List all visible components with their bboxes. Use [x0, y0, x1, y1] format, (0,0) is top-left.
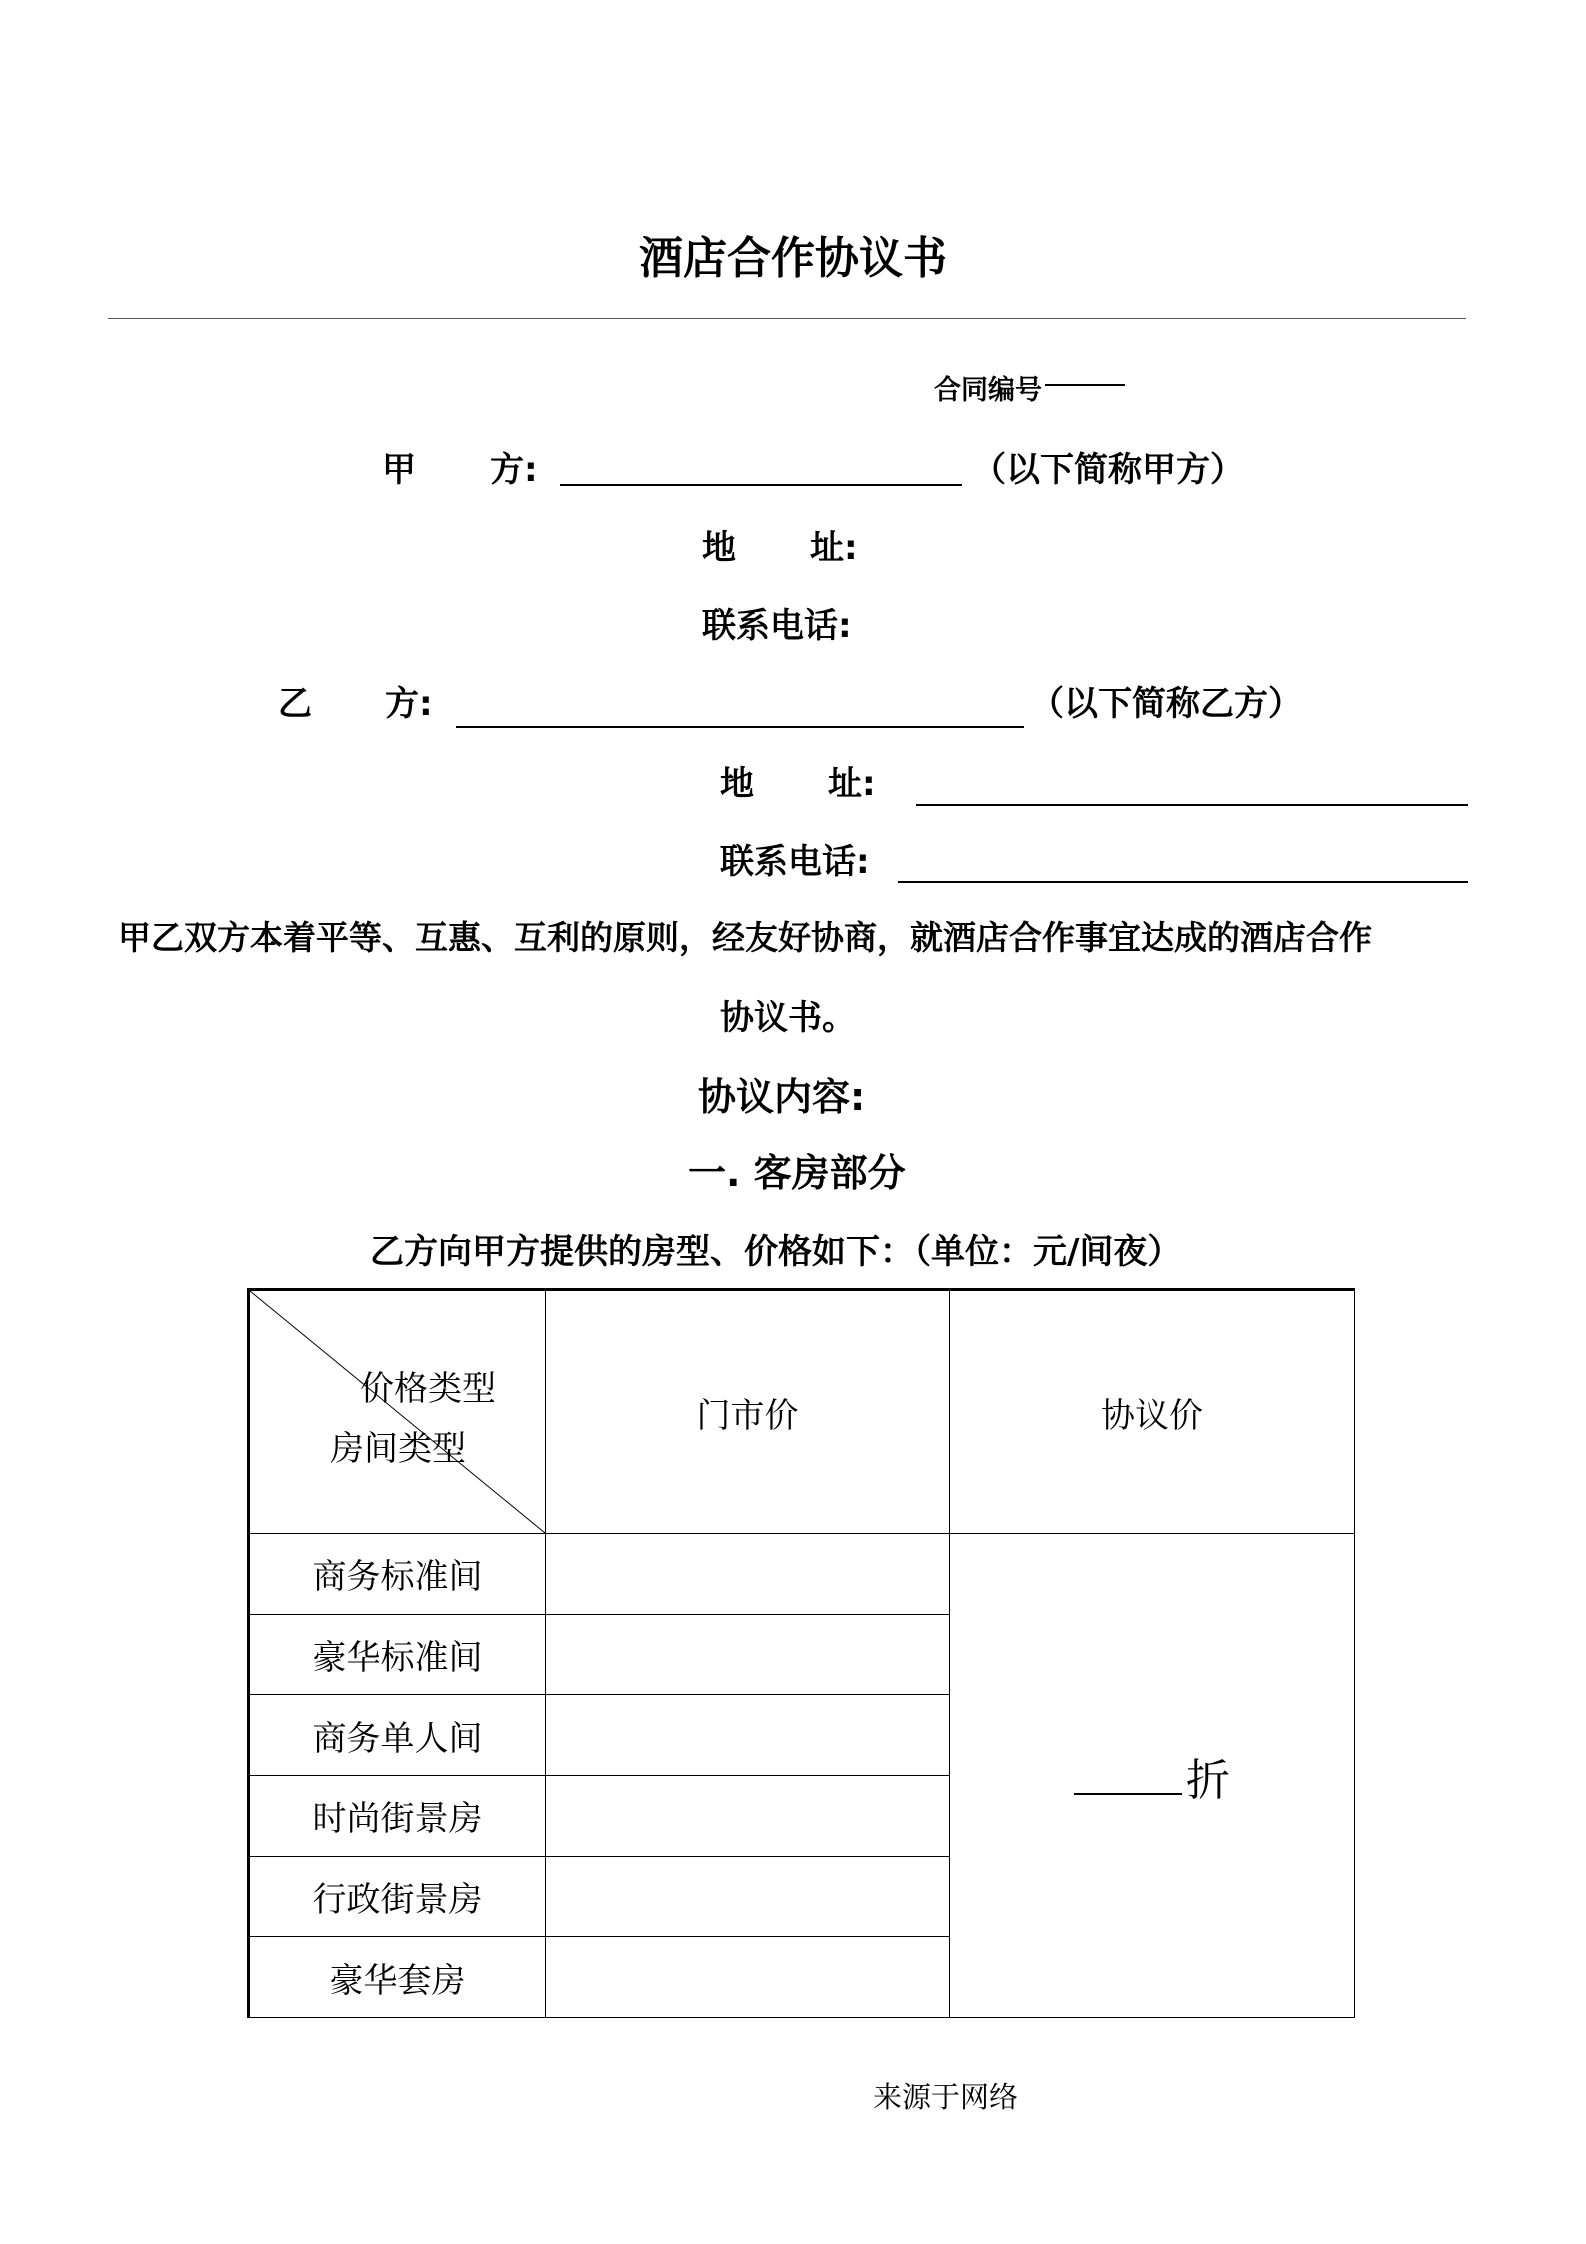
room-type-cell: 时尚街景房	[249, 1775, 546, 1856]
party-a-label-1: 甲	[382, 450, 416, 490]
title-divider	[108, 318, 1466, 319]
party-a-blank	[560, 484, 962, 486]
party-a-address-label-2: 址:	[810, 528, 858, 568]
rack-rate-cell	[546, 1534, 950, 1615]
room-type-cell: 商务单人间	[249, 1695, 546, 1776]
table-header-row	[249, 1290, 1355, 1534]
party-a-phone-label: 联系电话:	[702, 606, 852, 646]
intro-paragraph-line-2: 协议书。	[720, 998, 856, 1038]
diagonal-header-cell	[249, 1290, 546, 1534]
discount-suffix: 折	[1186, 1754, 1230, 1806]
diagonal-divider	[250, 1291, 545, 1533]
table-caption: 乙方向甲方提供的房型、价格如下：（单位：元/间夜）	[370, 1232, 1182, 1272]
intro-paragraph-line-1: 甲乙双方本着平等、互惠、互利的原则，经友好协商，就酒店合作事宜达成的酒店合作	[118, 918, 1372, 957]
party-b-blank	[456, 726, 1024, 728]
party-b-label-1: 乙	[278, 684, 312, 724]
party-b-address-label-1: 地	[720, 764, 754, 804]
section-one-heading: 一. 客房部分	[688, 1151, 906, 1195]
party-a-suffix: （以下简称甲方）	[972, 450, 1244, 490]
party-b-suffix: （以下简称乙方）	[1030, 684, 1302, 724]
rack-rate-header: 门市价	[546, 1290, 950, 1534]
rack-rate-cell	[546, 1695, 950, 1776]
table-row	[249, 1534, 1355, 1615]
agreed-rate-cell	[950, 1534, 1355, 2018]
rack-rate-cell	[546, 1775, 950, 1856]
price-type-label: 价格类型	[360, 1369, 496, 1409]
room-type-cell: 豪华套房	[249, 1937, 546, 2018]
rack-rate-cell	[546, 1937, 950, 2018]
room-type-cell: 行政街景房	[249, 1856, 546, 1937]
room-rate-table	[247, 1288, 1355, 2018]
room-type-cell: 商务标准间	[249, 1534, 546, 1615]
discount-blank	[1074, 1793, 1182, 1795]
party-a-label-2: 方:	[490, 450, 538, 490]
party-b-address-blank	[916, 804, 1468, 806]
footer-source: 来源于网络	[873, 2080, 1019, 2114]
contract-number-label: 合同编号	[934, 375, 1042, 406]
room-type-label: 房间类型	[330, 1429, 466, 1469]
party-b-label-2: 方:	[385, 684, 433, 724]
party-b-address-label-2: 址:	[828, 764, 876, 804]
agreed-rate-header: 协议价	[950, 1290, 1355, 1534]
document-title: 酒店合作协议书	[639, 233, 947, 284]
contract-number-blank	[1045, 384, 1125, 386]
party-b-phone-label: 联系电话:	[720, 842, 870, 882]
party-a-address-label-1: 地	[702, 528, 736, 568]
room-type-cell: 豪华标准间	[249, 1614, 546, 1695]
party-b-phone-blank	[898, 881, 1468, 883]
section-heading: 协议内容:	[698, 1075, 866, 1119]
rack-rate-cell	[546, 1856, 950, 1937]
rack-rate-cell	[546, 1614, 950, 1695]
